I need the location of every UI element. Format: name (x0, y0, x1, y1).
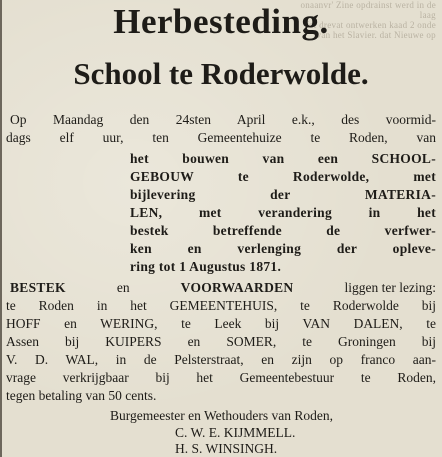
signature-name: H. S. WINSINGH. (175, 441, 278, 456)
body-line: te Roden in het GEMEENTEHUIS, te Roderwolde bij (6, 298, 436, 313)
object-line: bestek betreffende de verfwer- (130, 223, 436, 238)
liggen-ter-lezing: liggen ter lezing: (344, 280, 436, 295)
signature-title: Burgemeester en Wethouders van Roden, (110, 408, 333, 423)
body-line (10, 279, 436, 296)
bestek-word: BESTEK (10, 280, 66, 295)
heading: Herbesteding. (113, 2, 329, 41)
en-word: en (116, 280, 130, 295)
signature-name: C. W. E. KIJMMELL. (175, 425, 296, 440)
object-line: LEN, met verandering in het (130, 205, 436, 220)
body-line: Assen bij KUIPERS en SOMER, te Groningen bij (6, 334, 436, 349)
voorwaarden-word: VOORWAARDEN (180, 280, 294, 295)
object-line: ken en verlenging der opleve- (130, 241, 436, 256)
body-line: V. D. WAL, in de Pelsterstraat, en zijn op franco aan- (6, 352, 436, 367)
object-line: GEBOUW te Roderwolde, met (130, 169, 436, 184)
body-line: tegen betaling van 50 cents. (6, 388, 157, 403)
object-line: bijlevering der MATERIA- (130, 187, 436, 202)
object-line: het bouwen van een SCHOOL- (130, 151, 436, 166)
bleed-line: van het Slavier. dat Nieuwe op (316, 30, 436, 40)
body-line: HOFF en WERING, te Leek bij VAN DALEN, te (6, 316, 436, 331)
subheading: School te Roderwolde. (73, 56, 369, 91)
intro-line: dags elf uur, ten Gemeentehuize te Roden, van (6, 130, 436, 145)
intro-line: Op Maandag den 24sten April e.k., des voormid- (10, 112, 436, 127)
body-line: vrage verkrijgbaar bij het Gemeentebestuur te Roden, (6, 370, 436, 385)
bleed-line: fot drevat ontwerken kaad 2 onde (305, 20, 436, 30)
object-line: ring tot 1 Augustus 1871. (130, 259, 282, 274)
bleed-line: onaanvr' Zine opdrainst werd in de laag (300, 0, 436, 20)
